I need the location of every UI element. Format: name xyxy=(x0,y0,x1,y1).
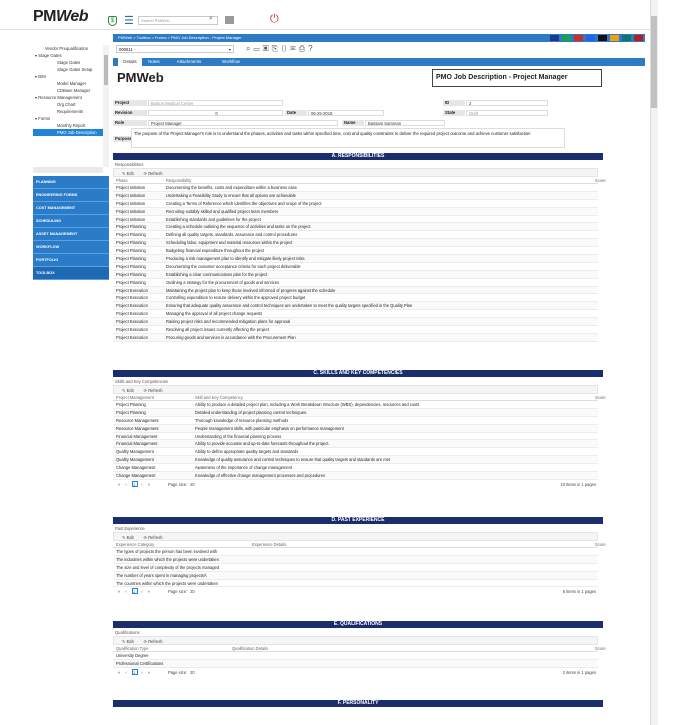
form-tabs xyxy=(113,58,645,66)
search-record-icon[interactable]: ⌕ xyxy=(246,44,254,53)
sidebar-menu-scheduling[interactable]: SCHEDULING xyxy=(33,215,109,228)
copy-icon[interactable]: ⎘ xyxy=(271,44,282,53)
table-cell: Establishing standards and guidelines for the project xyxy=(166,216,261,222)
language-flag-icon[interactable] xyxy=(586,35,595,41)
sidebar-tree-item[interactable]: Model Manager xyxy=(57,81,87,86)
table-cell: Resource Management xyxy=(116,425,159,431)
language-flag-icon[interactable] xyxy=(598,35,607,41)
next-page-icon[interactable]: › xyxy=(141,481,145,487)
page-scrollbar-thumb[interactable] xyxy=(651,16,657,108)
table-row[interactable] xyxy=(113,334,598,342)
table-cell: Project Planning xyxy=(116,279,146,285)
revision-label: Revision xyxy=(113,110,147,116)
table-cell: Budgeting financial expenditure throughout the project xyxy=(166,248,265,254)
shield-icon[interactable]: $ xyxy=(108,16,117,26)
tree-horizontal-scrollbar[interactable] xyxy=(33,167,103,173)
grid-header xyxy=(113,541,606,548)
table-cell: Detailed understanding of project planning control techniques. xyxy=(195,409,308,415)
table-cell: Project Planning xyxy=(116,409,146,415)
table-cell: Project Planning xyxy=(116,256,146,262)
tree-scrollbar[interactable] xyxy=(103,45,109,167)
table-row[interactable] xyxy=(113,184,598,192)
column-header[interactable]: Experience Category xyxy=(116,542,155,547)
table-row[interactable] xyxy=(113,279,598,287)
form-logo: PMWeb xyxy=(117,70,164,85)
table-cell: Project Execution xyxy=(116,319,148,325)
table-cell: Project Execution xyxy=(116,327,148,333)
table-row[interactable] xyxy=(113,247,598,255)
table-cell: Documenting the benefits, costs and expenditure within a business case xyxy=(166,185,297,190)
table-cell: Project Execution xyxy=(116,303,148,309)
sidebar-tree-item[interactable]: Stage Gates xyxy=(57,60,81,65)
prev-page-icon[interactable]: ‹ xyxy=(125,481,129,487)
role-field[interactable]: Project Manager xyxy=(148,120,338,126)
grid-caption: Skills and Key Competencies xyxy=(115,379,169,384)
table-row[interactable] xyxy=(113,223,598,231)
revision-field[interactable]: 0 xyxy=(148,110,283,116)
prev-page-icon[interactable]: ‹ xyxy=(125,669,129,675)
skills-grid xyxy=(113,378,606,490)
last-page-icon[interactable]: » xyxy=(147,481,152,487)
table-row[interactable] xyxy=(113,417,598,425)
page-size-select[interactable]: 20 xyxy=(190,589,195,595)
table-row[interactable] xyxy=(113,287,598,295)
table-cell: The size and level of complexity of the projects managed xyxy=(116,564,220,570)
table-cell: Project Planning xyxy=(116,248,146,254)
purpose-label: Purpose xyxy=(115,136,132,141)
page-navigation[interactable] xyxy=(118,480,152,490)
tab-details[interactable]: Details xyxy=(118,58,142,66)
table-cell: Project Initiation xyxy=(116,200,146,206)
table-row[interactable] xyxy=(113,401,598,409)
sidebar-tree-item[interactable]: ▾ Stage Gates xyxy=(35,53,62,58)
table-cell: Project Planning xyxy=(116,224,146,230)
page-size-label: Page size: xyxy=(168,589,188,595)
column-header[interactable]: Qualification Type xyxy=(116,646,149,651)
table-row[interactable] xyxy=(113,310,598,318)
table-cell: Knowledge of effective change management processes and procedures xyxy=(195,473,326,479)
sidebar-tree-item[interactable]: Stage Gates Setup xyxy=(57,67,93,72)
sidebar-tree-item[interactable]: ▾ BIM xyxy=(35,74,46,79)
first-page-icon[interactable]: « xyxy=(118,669,123,675)
page-number-button[interactable]: 1 xyxy=(132,669,138,675)
table-cell: Resource Management xyxy=(116,417,159,423)
last-page-icon[interactable]: » xyxy=(147,589,152,595)
table-cell: The industries within which the projects were undertaken xyxy=(116,556,219,562)
id-label: ID xyxy=(443,100,465,106)
language-flag-icon[interactable] xyxy=(574,35,583,41)
sidebar-menu-workflow[interactable]: WORKFLOW xyxy=(33,241,109,254)
sidebar-tree-item[interactable]: Org Chart xyxy=(57,102,76,107)
search-icon[interactable]: ⌕ xyxy=(209,15,213,22)
table-cell: Thorough knowledge of resource planning methods xyxy=(195,417,289,423)
column-header[interactable]: Qualification Details xyxy=(232,646,269,651)
help-icon[interactable]: ? xyxy=(308,44,316,53)
power-icon[interactable]: ⏻ xyxy=(270,13,279,25)
table-row[interactable] xyxy=(113,239,598,247)
table-row[interactable] xyxy=(113,433,598,441)
column-header[interactable]: Score xyxy=(595,542,606,547)
table-cell: Resolving all project issues currently affecting the project xyxy=(166,327,270,333)
page-navigation[interactable] xyxy=(118,668,152,678)
page-size-label: Page size: xyxy=(168,669,188,675)
page-size-select[interactable]: 20 xyxy=(190,669,195,675)
page-size-control xyxy=(168,668,195,678)
table-row[interactable] xyxy=(113,472,598,480)
page-size-label: Page size: xyxy=(168,481,188,487)
image-icon[interactable] xyxy=(225,16,234,24)
table-row[interactable] xyxy=(113,192,598,200)
page-size-control xyxy=(168,480,195,490)
page-size-control xyxy=(168,587,195,597)
table-cell: Controlling expenditure to ensure delivery within the approved project budget xyxy=(166,295,306,301)
language-flag-icon[interactable] xyxy=(550,35,559,41)
sidebar-menu-portfolio[interactable]: PORTFOLIO xyxy=(33,254,109,267)
sidebar-tree-item[interactable]: CDBase Manager xyxy=(57,88,91,93)
grid-caption: Qualifications xyxy=(115,630,140,635)
table-row[interactable] xyxy=(113,548,598,556)
column-header[interactable]: Responsibility xyxy=(166,178,192,183)
toolbar-icons xyxy=(246,44,316,54)
column-header[interactable]: Phase xyxy=(116,178,128,183)
table-row[interactable] xyxy=(113,440,598,448)
column-header[interactable]: Score xyxy=(595,646,606,651)
table-cell: Creating a schedule outlining the sequence of activities and tasks on the project xyxy=(166,224,311,230)
refresh-button[interactable]: ⟳ Refresh xyxy=(143,388,163,393)
table-row[interactable] xyxy=(113,200,598,208)
table-cell: Documenting the customer acceptance criteria for each project deliverable xyxy=(166,263,301,269)
module-menu xyxy=(33,176,109,280)
date-label: Date xyxy=(285,110,307,116)
print-icon[interactable]: ⎙ xyxy=(298,44,309,53)
table-cell: Professional Certifications xyxy=(116,660,164,666)
table-cell: Project Planning xyxy=(116,232,146,238)
language-flags xyxy=(550,35,646,41)
save-icon[interactable]: ▣ xyxy=(262,44,272,53)
section-f-header: F. PERSONALITY xyxy=(113,700,603,707)
date-field[interactable]: 06-25-2018 xyxy=(308,110,384,116)
table-cell: University Degree xyxy=(116,653,149,658)
table-cell: Project Execution xyxy=(116,287,148,293)
grid-header xyxy=(113,645,606,652)
grid-body xyxy=(113,184,598,342)
grid-caption: Responsibilities xyxy=(115,162,144,167)
edit-button[interactable]: ✎ Edit xyxy=(122,535,134,540)
delete-icon[interactable]: ▯ xyxy=(281,44,291,53)
table-cell: Project Execution xyxy=(116,311,148,317)
table-cell: Ensuring that adequate quality assurance and control techniques are undertaken to meet the quality targets specified in the Quality Plan xyxy=(166,303,413,309)
grid-body xyxy=(113,401,598,480)
sidebar-menu-engineering-forms[interactable]: ENGINEERING FORMS xyxy=(33,189,109,202)
grid-toolbar xyxy=(113,168,598,177)
table-row[interactable] xyxy=(113,564,598,572)
column-header[interactable]: Score xyxy=(595,395,606,400)
table-cell: Raising project risks and recommended mitigation plans for approval xyxy=(166,319,291,325)
grid-toolbar xyxy=(113,636,598,645)
grid-pager xyxy=(113,668,598,678)
edit-button[interactable]: ✎ Edit xyxy=(122,388,134,393)
table-cell: Quality Management xyxy=(116,449,154,455)
hamburger-menu-icon[interactable]: ☰ xyxy=(124,15,134,27)
table-row[interactable] xyxy=(113,294,598,302)
tab-workflow[interactable]: Workflow xyxy=(222,59,240,64)
grid-caption: Past Experience xyxy=(115,526,145,531)
next-page-icon[interactable]: › xyxy=(141,669,145,675)
table-cell: Scheduling labor, equipment and material resources within the project xyxy=(166,240,293,246)
first-page-icon[interactable]: « xyxy=(118,589,123,595)
item-count: 2 items in 1 pages xyxy=(562,669,596,675)
new-record-icon[interactable]: ▭ xyxy=(253,44,263,53)
table-cell: Project Planning xyxy=(116,263,146,269)
table-cell: Financial Management xyxy=(116,441,158,447)
table-row[interactable] xyxy=(113,652,598,660)
table-row[interactable] xyxy=(113,425,598,433)
grid-pager xyxy=(113,587,598,597)
table-cell: Recruiting suitably skilled and qualified project team members xyxy=(166,208,279,214)
qualifications-grid xyxy=(113,629,606,678)
project-field[interactable]: Boston Medical Center xyxy=(148,100,283,106)
tab-notes[interactable]: Notes xyxy=(148,59,160,64)
state-select[interactable]: Draft xyxy=(466,110,548,116)
table-cell: Defining all quality targets, standards, assurance and control procedures xyxy=(166,232,298,238)
table-cell: Outlining a strategy for the procurement of goods and services xyxy=(166,279,280,285)
next-page-icon[interactable]: › xyxy=(141,589,145,595)
id-field[interactable]: 2 xyxy=(466,100,548,106)
section-e-header: E. QUALIFICATIONS xyxy=(113,621,603,628)
table-row[interactable] xyxy=(113,580,598,588)
table-row[interactable] xyxy=(113,464,598,472)
edit-button[interactable]: ✎ Edit xyxy=(122,639,134,644)
table-row[interactable] xyxy=(113,556,598,564)
language-flag-icon[interactable] xyxy=(562,35,571,41)
sidebar-menu-toolbox[interactable]: TOOLBOX xyxy=(33,267,109,280)
grid-header xyxy=(113,394,606,401)
grid-toolbar xyxy=(113,532,598,541)
grid-body xyxy=(113,548,598,587)
table-cell: Establishing a clear communications plan for the project xyxy=(166,271,268,277)
table-cell: Project Initiation xyxy=(116,208,146,214)
table-row[interactable] xyxy=(113,660,598,668)
table-row[interactable] xyxy=(113,263,598,271)
table-cell: Project Planning xyxy=(116,271,146,277)
table-cell: The number of years spent in managing projectsÂ xyxy=(116,572,207,578)
table-cell: Producing a risk management plan to identify and mitigate likely project risks xyxy=(166,256,305,262)
table-cell: Managing the approval of all project change requests xyxy=(166,311,263,317)
grid-pager xyxy=(113,480,598,490)
table-cell: Awareness of the importance of change management xyxy=(195,465,293,471)
column-header[interactable]: Project Management xyxy=(116,395,154,400)
past-experience-grid xyxy=(113,525,606,597)
sidebar-tree-item[interactable]: ▾ Resource Management xyxy=(35,95,82,100)
table-cell: Undertaking a Feasibility Study to ensure that all options are achievable xyxy=(166,192,296,198)
table-cell: Knowledge of quality assurance and control techniques to ensure that quality targets and standards are met xyxy=(195,457,391,463)
responsibilities-grid xyxy=(113,161,606,342)
language-flag-icon[interactable] xyxy=(622,35,631,41)
section-c-header: C. SKILLS AND KEY COMPETENCIES xyxy=(113,370,603,377)
table-row[interactable] xyxy=(113,409,598,417)
sidebar-tree-item[interactable]: ▾ Forms xyxy=(35,116,51,121)
table-cell: Project Planning xyxy=(116,402,146,407)
page-number-button[interactable]: 1 xyxy=(132,589,138,595)
item-count: 10 items in 1 pages xyxy=(560,481,596,487)
table-cell: Financial Management xyxy=(116,433,158,439)
purpose-textarea[interactable]: The purpose of the Project Manager's role is to understand the phases, activities and tasks within specified time, cost and quality constraints to deliver the required project outcome and achieve customer satisfaction xyxy=(131,128,565,148)
page-number-button[interactable]: 1 xyxy=(132,481,138,487)
sidebar-tree-item[interactable]: Requirements xyxy=(57,109,84,114)
table-cell: Maintaining the project plan to keep those involved informed of progress against the schedule xyxy=(166,287,336,293)
language-flag-icon[interactable] xyxy=(610,35,619,41)
sidebar-menu-planning[interactable]: PLANNING xyxy=(33,176,109,189)
sidebar-menu-cost-management[interactable]: COST MANAGEMENT xyxy=(33,202,109,215)
role-label: Role xyxy=(113,120,147,126)
page-navigation[interactable] xyxy=(118,587,152,597)
table-row[interactable] xyxy=(113,302,598,310)
form-title: PMO Job Description - Project Manager xyxy=(432,69,602,87)
email-icon[interactable]: ✉ xyxy=(290,44,299,53)
table-cell: Project Execution xyxy=(116,334,148,340)
table-row[interactable] xyxy=(113,271,598,279)
table-cell: The types of projects the person has been involved with xyxy=(116,549,218,554)
sidebar-tree-item[interactable]: Monthly Report xyxy=(57,123,86,128)
column-header[interactable]: Score xyxy=(595,178,606,183)
table-cell: People management skills, with particular emphasis on performance management xyxy=(195,425,344,431)
page-scrollbar[interactable] xyxy=(650,0,658,725)
navigation-tree xyxy=(33,45,103,167)
grid-body xyxy=(113,652,598,668)
table-cell: Change Management xyxy=(116,473,156,479)
grid-header xyxy=(113,177,606,184)
table-cell: Creating a Terms of Reference which identifies the objectives and scope of the project xyxy=(166,200,322,206)
table-cell: Quality Management xyxy=(116,457,154,463)
table-cell: Change Management xyxy=(116,465,156,471)
first-page-icon[interactable]: « xyxy=(118,481,123,487)
table-cell: Ability to produce a detailed project plan, including a Work Breakdown Structure (WBS), dependencies, resources and costs xyxy=(195,402,420,407)
name-label: Name xyxy=(342,120,364,126)
section-d-header: D. PAST EXPERIENCE xyxy=(113,517,603,524)
search-input[interactable]: Search PMWeb... xyxy=(138,16,218,25)
table-cell: Ability to provide accurate and up-to-date forecasts throughout the project. xyxy=(195,441,330,447)
sidebar-tree-item[interactable]: PMO Job Description xyxy=(33,129,103,136)
prev-page-icon[interactable]: ‹ xyxy=(125,589,129,595)
table-cell: Understanding of the financial planning process xyxy=(195,433,282,439)
last-page-icon[interactable]: » xyxy=(147,669,152,675)
refresh-button[interactable]: ⟳ Refresh xyxy=(143,535,163,540)
table-row[interactable] xyxy=(113,208,598,216)
language-flag-icon[interactable] xyxy=(634,35,643,41)
table-row[interactable] xyxy=(113,318,598,326)
table-row[interactable] xyxy=(113,448,598,456)
table-cell: The countries within which the projects were undertaken xyxy=(116,580,218,586)
table-row[interactable] xyxy=(113,255,598,263)
app-logo[interactable]: PMWeb xyxy=(33,8,88,25)
table-row[interactable] xyxy=(113,456,598,464)
column-header[interactable]: Skill and Key Competency xyxy=(195,395,243,400)
table-cell: Project Initiation xyxy=(116,192,146,198)
table-cell: Project Initiation xyxy=(116,216,146,222)
table-row[interactable] xyxy=(113,326,598,334)
table-cell: Project Planning xyxy=(116,240,146,246)
refresh-button[interactable]: ⟳ Refresh xyxy=(143,639,163,644)
sidebar-menu-asset-management[interactable]: ASSET MANAGEMENT xyxy=(33,228,109,241)
table-row[interactable] xyxy=(113,572,598,580)
table-row[interactable] xyxy=(113,216,598,224)
grid-toolbar xyxy=(113,385,598,394)
table-row[interactable] xyxy=(113,231,598,239)
item-count: 5 items in 1 pages xyxy=(562,589,596,595)
sidebar-tree-item[interactable]: Vendor Prequalification xyxy=(45,46,89,51)
edit-button[interactable]: ✎ Edit xyxy=(122,171,134,176)
tab-attachments[interactable]: Attachments xyxy=(176,59,202,64)
table-cell: Ability to define appropriate quality targets and standards xyxy=(195,449,299,455)
name-field[interactable]: Bassam Samman xyxy=(365,120,445,126)
state-label: State xyxy=(443,110,465,116)
table-cell: Project Execution xyxy=(116,295,148,301)
refresh-button[interactable]: ⟳ Refresh xyxy=(143,171,163,176)
record-selector[interactable]: 000611 - ▾ xyxy=(116,45,234,53)
project-label: Project xyxy=(113,100,147,106)
table-cell: Project Initiation xyxy=(116,185,146,190)
breadcrumb-text[interactable]: PMWeb > Toolbox > Forms > PMO Job Description - Project Manager xyxy=(118,35,242,40)
table-cell: Procuring goods and services in accordance with the Procurement Plan xyxy=(166,334,296,340)
section-a-header: A. RESPONSIBILITIES xyxy=(113,153,603,160)
page-size-select[interactable]: 20 xyxy=(190,481,195,487)
top-bar xyxy=(0,0,650,30)
column-header[interactable]: Experience Details xyxy=(252,542,287,547)
